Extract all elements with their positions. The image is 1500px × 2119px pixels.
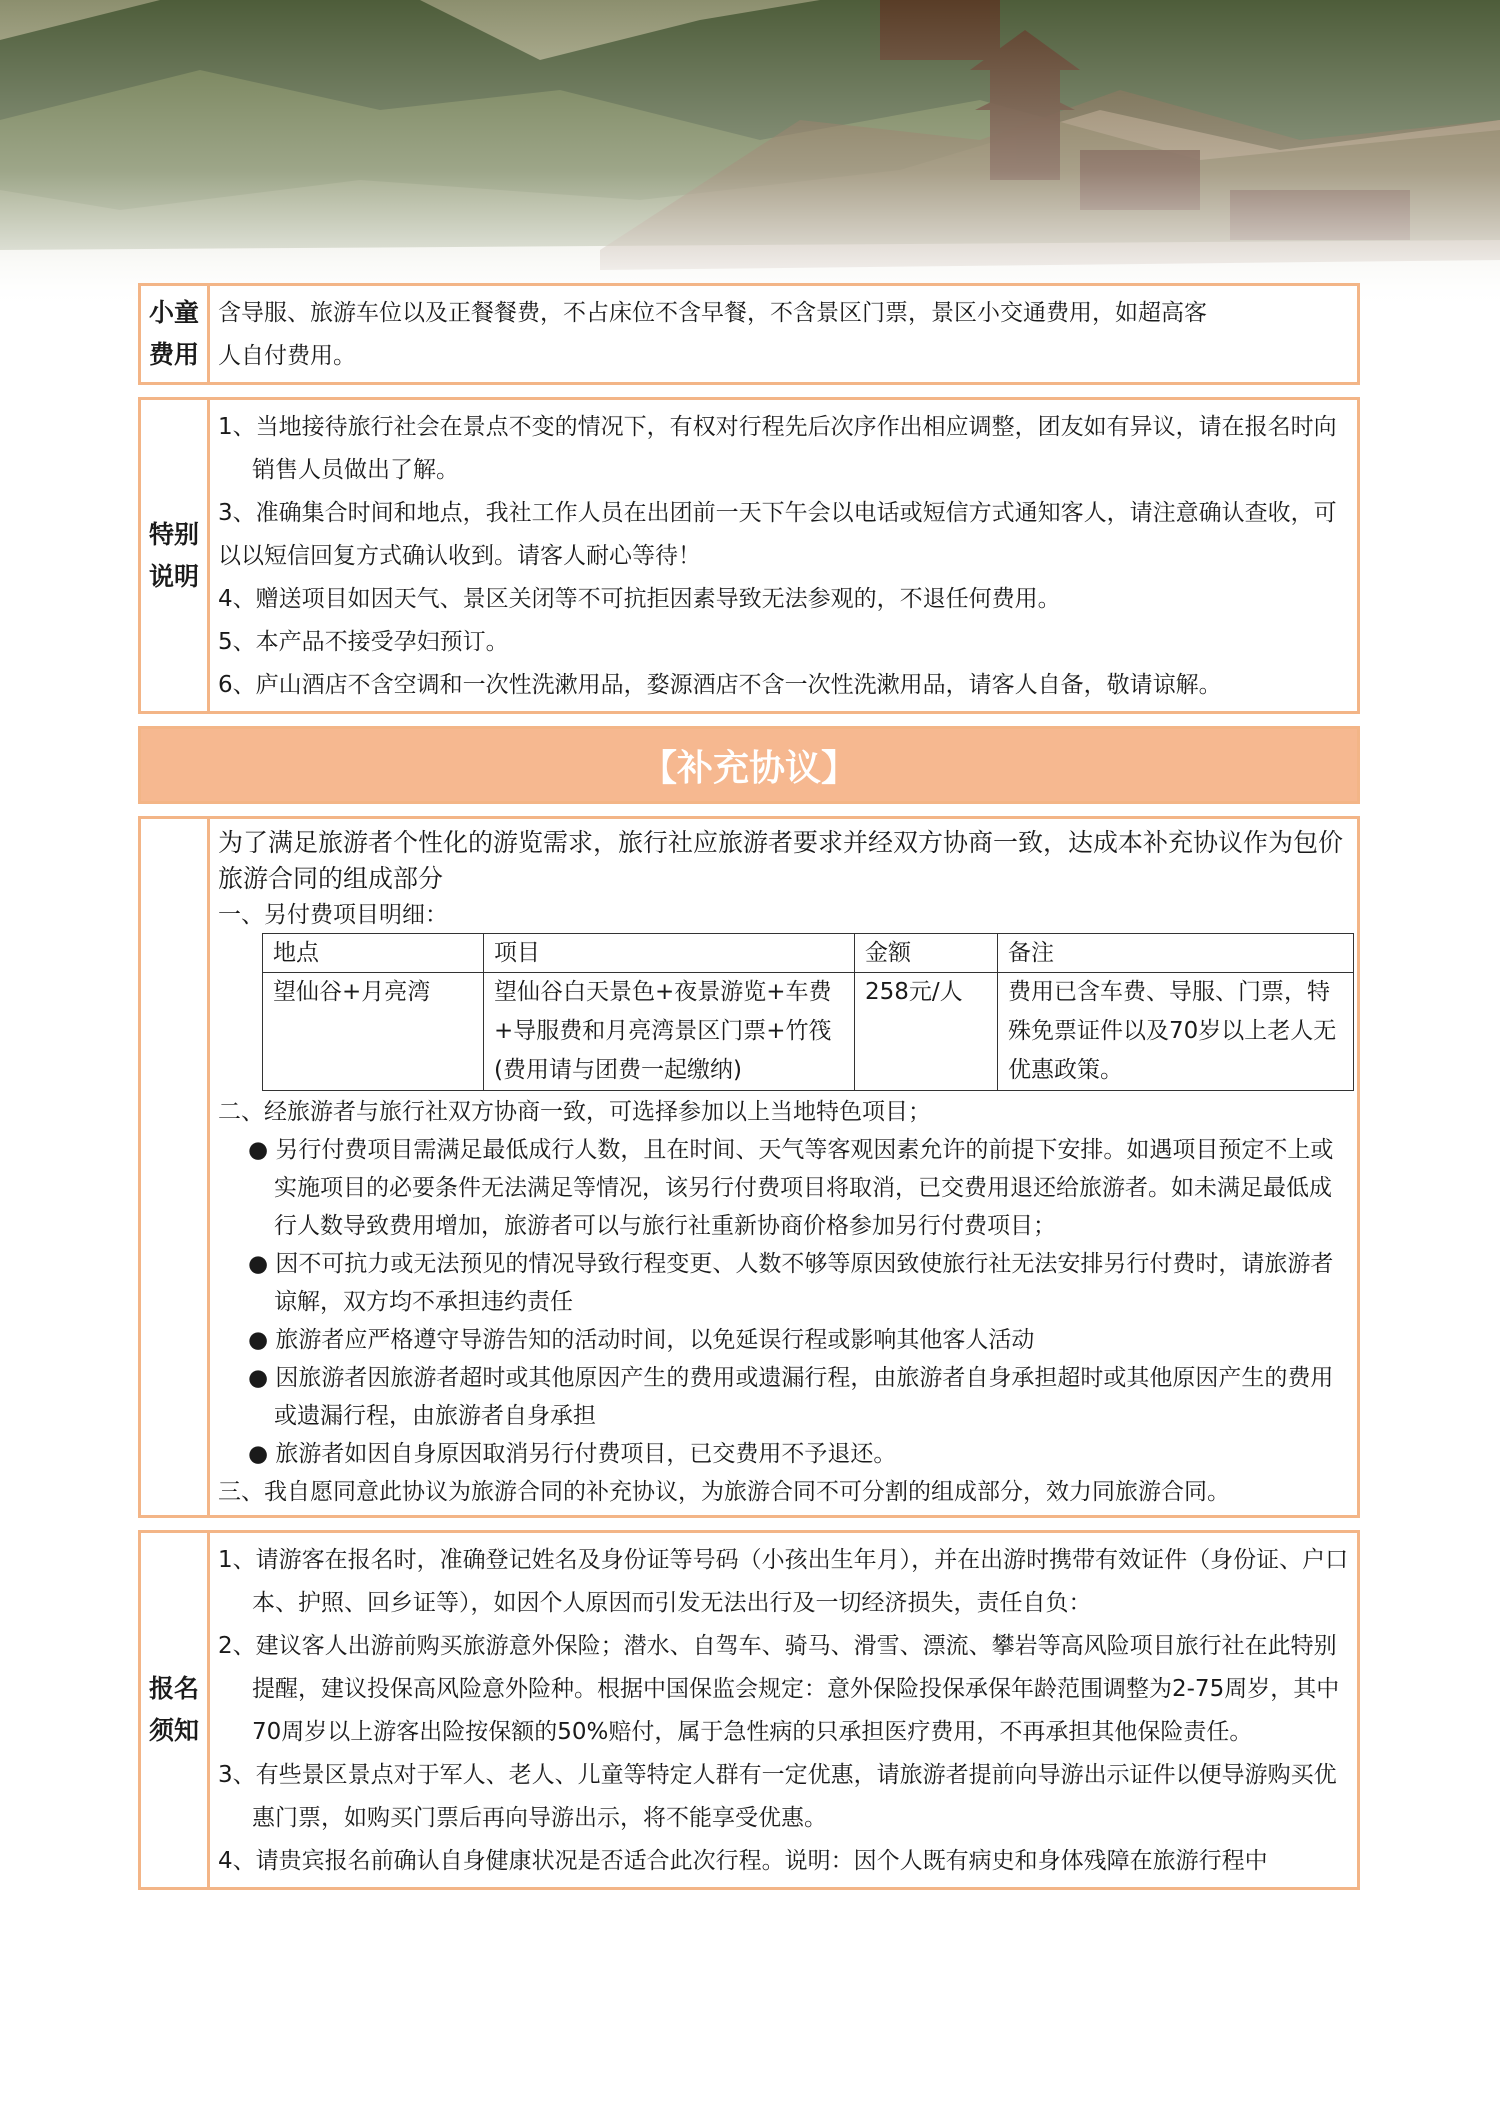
table-cell-location: 望仙谷+月亮湾 [263,973,484,1091]
supplement-bullet: ● 旅游者应严格遵守导游告知的活动时间，以免延误行程或影响其他客人活动 [248,1327,1035,1353]
registration-label-line: 报名 [148,1674,199,1703]
special-notes-content [210,400,1357,711]
supplement-section-1: 一、另付费项目明细： [218,902,448,928]
child-fee-text: 含导服、旅游车位以及正餐餐费，不占床位不含早餐，不含景区门票，景区小交通费用，如超高客 [218,300,1207,326]
table-header-cell: 地点 [263,934,484,973]
supplement-content [210,819,1360,1515]
supplement-label-empty [141,819,210,1515]
special-note-item: 6、庐山酒店不含空调和一次性洗漱用品，婺源酒店不含一次性洗漱用品，请客人自备，敬请谅解。 [218,672,1222,698]
hero-banner-image [0,0,1500,310]
child-fee-content [210,286,1357,382]
scenery-illustration [0,0,1500,310]
supplement-bullet: ● 旅游者如因自身原因取消另行付费项目，已交费用不予退还。 [248,1441,897,1467]
child-fee-label-line: 费用 [148,340,199,369]
table-cell-amount: 258元/人 [855,973,998,1091]
supplement-intro: 为了满足旅游者个性化的游览需求，旅行社应旅游者要求并经双方协商一致，达成本补充协议作为包价旅游合同的组成部分 [218,828,1344,893]
table-header-cell: 金额 [855,934,998,973]
special-note-item: 5、本产品不接受孕妇预订。 [218,629,509,655]
supplement-bullet: ● 因不可抗力或无法预见的情况导致行程变更、人数不够等原因致使旅行社无法安排另行付费时，请旅游者谅解，双方均不承担违约责任 [248,1251,1334,1315]
special-notes-label-line: 特别 [148,519,199,549]
supplement-section-2: 二、经旅游者与旅行社双方协商一致，可选择参加以上当地特色项目； [218,1099,931,1125]
table-header-row [263,934,1354,973]
special-note-item: 3、准确集合时间和地点，我社工作人员在出团前一天下午会以电话或短信方式通知客人，请注意确认查收，可以以短信回复方式确认收到。请客人耐心等待！ [218,500,1337,569]
registration-label [141,1533,210,1887]
supplement-section-3: 三、我自愿同意此协议为旅游合同的补充协议，为旅游合同不可分割的组成部分，效力同旅游合同。 [218,1479,1230,1505]
supplement-section [138,816,1360,1518]
child-fee-label-line: 小童 [148,298,199,327]
registration-section [138,1530,1360,1890]
supplement-banner: 【补充协议】 [138,726,1360,804]
table-header-cell: 备注 [998,934,1354,973]
registration-item: 4、请贵宾报名前确认自身健康状况是否适合此次行程。说明：因个人既有病史和身体残障在旅游行程中 [218,1848,1268,1874]
supplement-bullet: ● 另行付费项目需满足最低成行人数，且在时间、天气等客观因素允许的前提下安排。如遇项目预定不上或实施项目的必要条件无法满足等情况，该另行付费项目将取消，已交费用退还给旅游者。如未满足最低成行人数导致费用增加，旅游者可以与旅行社重新协商价格参加另行付费项目； [248,1137,1334,1239]
supplement-bullet: ● 因旅游者因旅游者超时或其他原因产生的费用或遗漏行程，由旅游者自身承担超时或其他原因产生的费用或遗漏行程，由旅游者自身承担 [248,1365,1334,1429]
extra-fee-table [262,933,1354,1091]
table-row [263,973,1354,1091]
registration-content [210,1533,1357,1887]
registration-item: 2、建议客人出游前购买旅游意外保险；潜水、自驾车、骑马、滑雪、漂流、攀岩等高风险项目旅行社在此特别提醒，建议投保高风险意外险种。根据中国保监会规定：意外保险投保承保年龄范围调整为2-75周岁，其中70周岁以上游客出险按保额的50%赔付，属于急性病的只承担医疗费用，不再承担其他保险责任。 [218,1633,1340,1745]
child-fee-section [138,283,1360,385]
special-note-item: 4、赠送项目如因天气、景区关闭等不可抗拒因素导致无法参观的，不退任何费用。 [218,586,1061,612]
special-notes-label [141,400,210,711]
registration-item: 1、请游客在报名时，准确登记姓名及身份证等号码（小孩出生年月），并在出游时携带有效证件（身份证、户口本、护照、回乡证等），如因个人原因而引发无法出行及一切经济损失，责任自负： [218,1547,1349,1616]
registration-item: 3、有些景区景点对于军人、老人、儿童等特定人群有一定优惠，请旅游者提前向导游出示证件以便导游购买优惠门票，如购买门票后再向导游出示，将不能享受优惠。 [218,1762,1337,1831]
child-fee-label [141,286,210,382]
registration-label-line: 须知 [148,1716,199,1745]
special-notes-section [138,397,1360,714]
table-cell-note: 费用已含车费、导服、门票，特殊免票证件以及70岁以上老人无优惠政策。 [998,973,1354,1091]
child-fee-text: 人自付费用。 [218,343,356,369]
document-body [138,283,1360,1902]
table-header-cell: 项目 [484,934,855,973]
table-cell-item: 望仙谷白天景色+夜景游览+车费+导服费和月亮湾景区门票+竹筏(费用请与团费一起缴纳) [484,973,855,1091]
special-note-item: 1、当地接待旅行社会在景点不变的情况下，有权对行程先后次序作出相应调整，团友如有异议，请在报名时向销售人员做出了解。 [218,414,1337,483]
special-notes-label-line: 说明 [148,561,199,591]
